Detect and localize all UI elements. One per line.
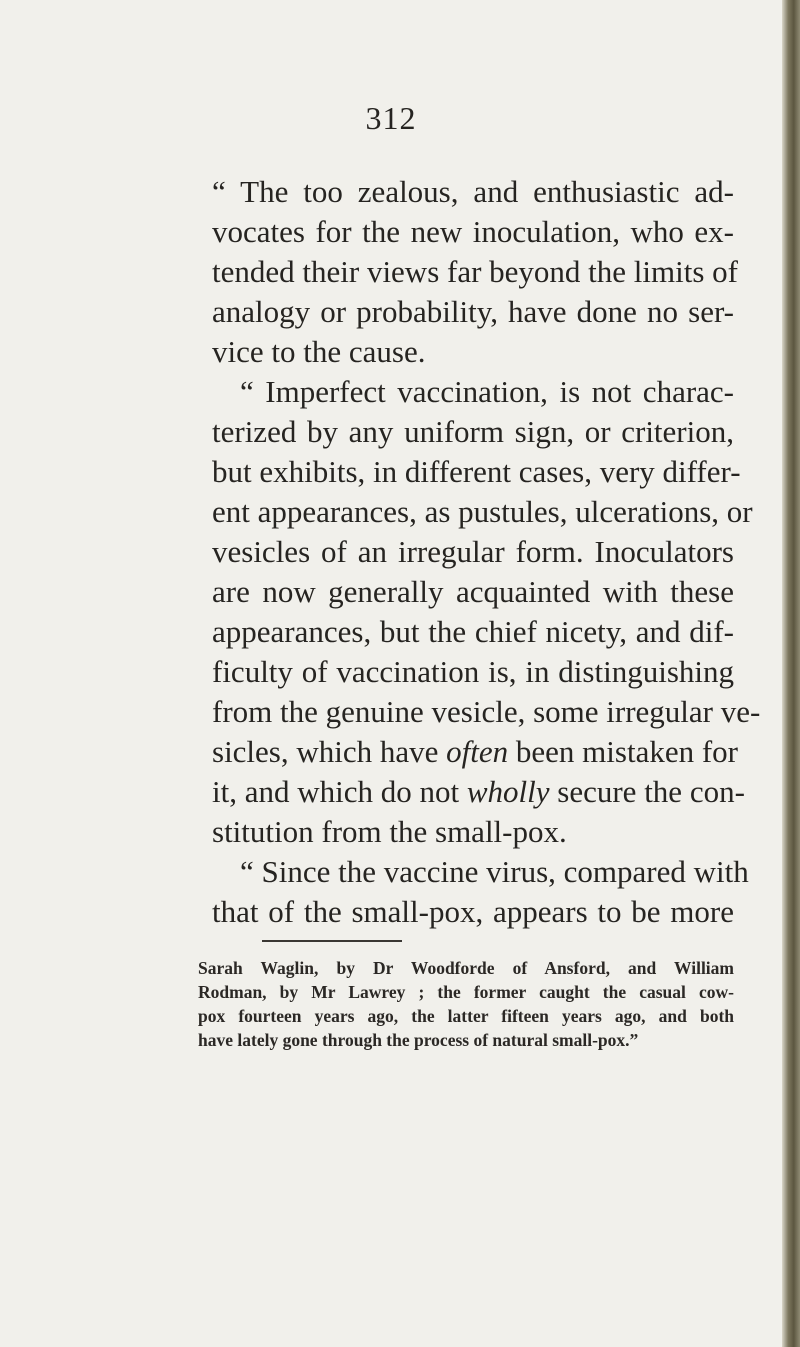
text-line: stitution from the small-pox. [212, 814, 567, 849]
text-line: vice to the cause. [212, 334, 426, 369]
text-line: “ Imperfect vaccination, is not charac- [240, 374, 734, 409]
page-number: 312 [365, 100, 417, 136]
text-line: sicles, which have often been mistaken for [212, 734, 738, 769]
footnote-rule [262, 940, 402, 942]
text-line: ent appearances, as pustules, ulcerations, or [212, 494, 753, 529]
emphasis-often: often [446, 734, 509, 769]
footnote-line: Sarah Waglin, by Dr Woodforde of Ansford, and William [198, 958, 734, 978]
text-line: from the genuine vesicle, some irregular ve- [212, 694, 761, 729]
text-line: tended their views far beyond the limits of [212, 254, 739, 289]
footnote-line: Rodman, by Mr Lawrey ; the former caught the casual cow- [198, 982, 734, 1002]
text-line: terized by any uniform sign, or criterion, [212, 414, 734, 449]
text-line: ficulty of vaccination is, in distinguishing [212, 654, 734, 689]
emphasis-wholly: wholly [466, 774, 550, 809]
page-edge [782, 0, 800, 1347]
text-line: “ Since the vaccine virus, compared with [240, 854, 749, 889]
footnote-line: have lately gone through the process of natural small-pox.” [198, 1030, 639, 1050]
text-line: are now generally acquainted with these [212, 574, 734, 609]
text-line: vesicles of an irregular form. Inoculators [212, 534, 734, 569]
text-line: vocates for the new inoculation, who ex- [212, 214, 734, 249]
text-line: but exhibits, in different cases, very differ- [212, 454, 741, 489]
text-line: that of the small-pox, appears to be more [212, 894, 734, 929]
text-line: it, and which do not wholly secure the con- [212, 774, 745, 809]
footnote-line: pox fourteen years ago, the latter fifteen years ago, and both [198, 1006, 734, 1026]
text-line: “ The too zealous, and enthusiastic ad- [212, 174, 734, 209]
text-line: appearances, but the chief nicety, and dif- [212, 614, 734, 649]
text-line: analogy or probability, have done no ser- [212, 294, 734, 329]
